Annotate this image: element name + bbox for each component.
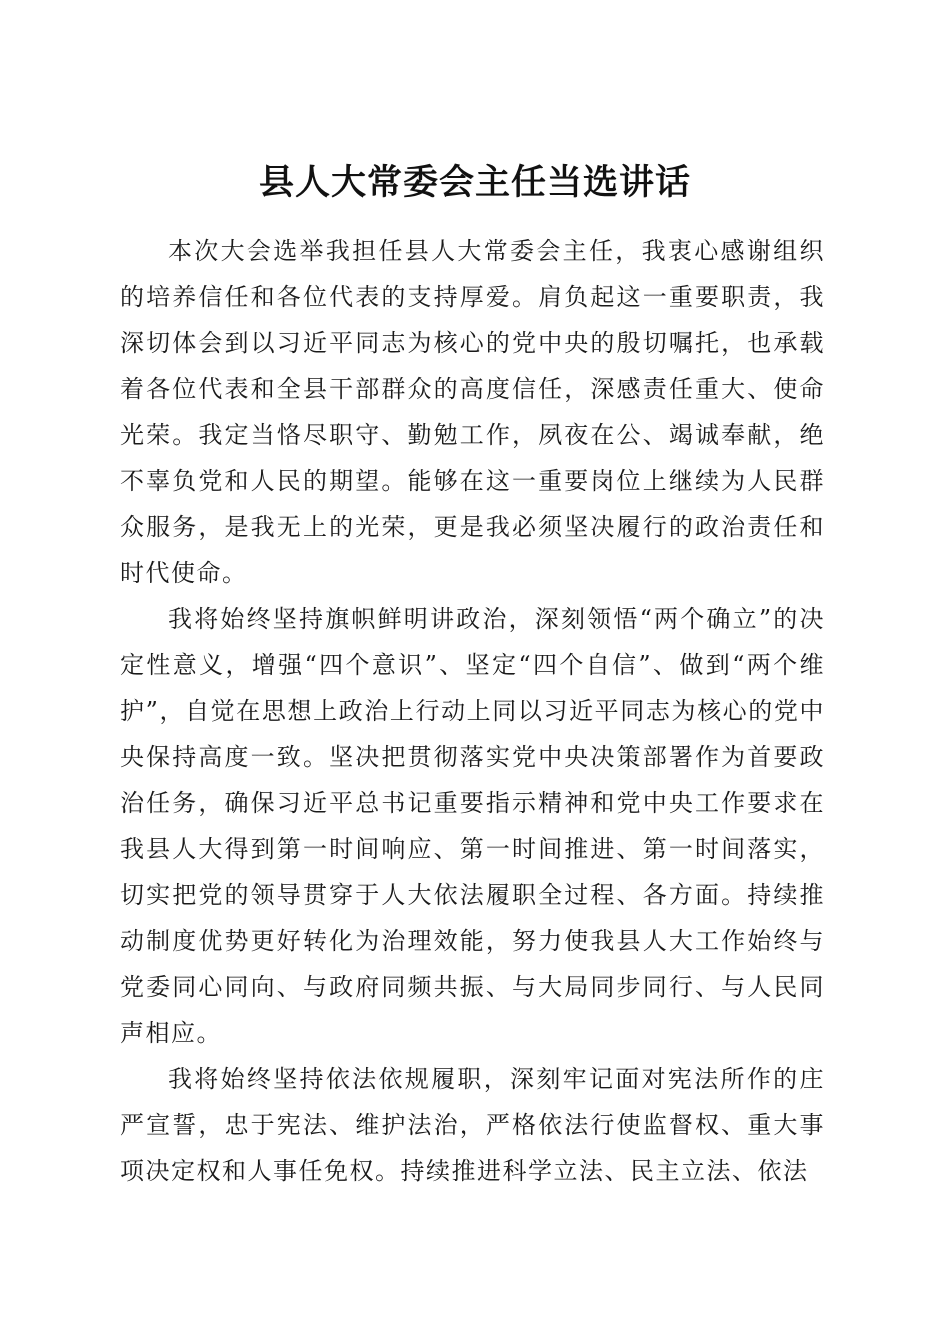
document-title: 县人大常委会主任当选讲话 — [258, 162, 691, 204]
document-body — [120, 228, 825, 1194]
paragraph-1: 本次大会选举我担任县人大常委会主任，我衷心感谢组织的培养信任和各位代表的支持厚爱。肩负起这一重要职责，我深切体会到以习近平同志为核心的党中央的殷切嘱托，也承载着各位代表和全县干部群众的高度信任，深感责任重大、使命光荣。我定当恪尽职守、勤勉工作，夙夜在公、竭诚奉献，绝不辜负党和人民的期望。能够在这一重要岗位上继续为人民群众服务，是我无上的光荣，更是我必须坚决履行的政治责任和时代使命。 — [120, 237, 825, 587]
paragraph-2: 我将始终坚持旗帜鲜明讲政治，深刻领悟“两个确立”的决定性意义，增强“四个意识”、坚定“四个自信”、做到“两个维护”，自觉在思想上政治上行动上同以习近平同志为核心的党中央保持高度一致。坚决把贯彻落实党中央决策部署作为首要政治任务，确保习近平总书记重要指示精神和党中央工作要求在我县人大得到第一时间响应、第一时间推进、第一时间落实，切实把党的领导贯穿于人大依法履职全过程、各方面。持续推动制度优势更好转化为治理效能，努力使我县人大工作始终与党委同心同向、与政府同频共振、与大局同步同行、与人民同声相应。 — [120, 605, 825, 1047]
paragraph-3: 我将始终坚持依法依规履职，深刻牢记面对宪法所作的庄严宣誓，忠于宪法、维护法治，严格依法行使监督权、重大事项决定权和人事任免权。持续推进科学立法、民主立法、依法 — [120, 1065, 825, 1185]
